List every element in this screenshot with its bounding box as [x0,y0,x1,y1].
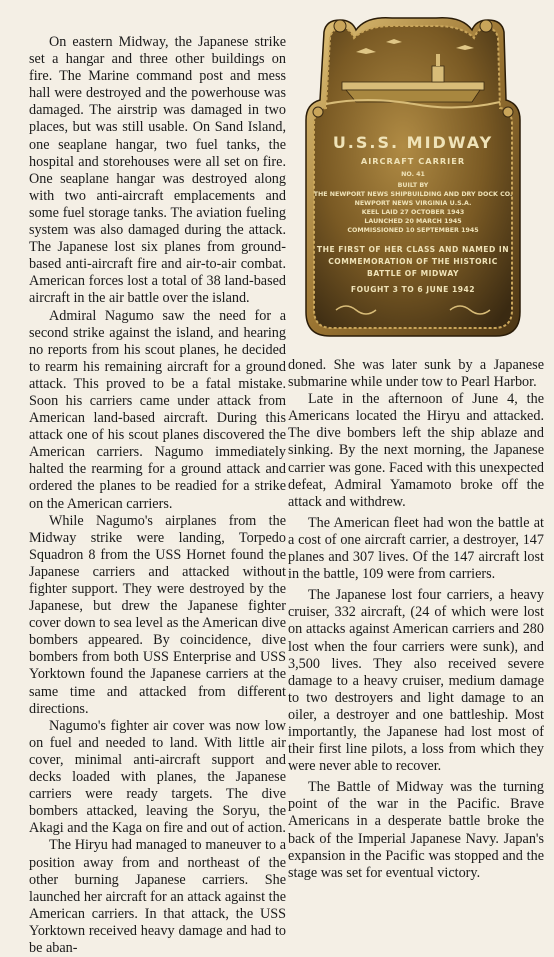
paragraph: On eastern Midway, the Japanese strike set a hangar and three other buildings on fire. The Marine command post and mess hall were destroyed and the powerhouse was damaged. The airstrip was damaged in two places, but was still usable. On Sand Island, one seaplane hangar, two fuel tanks, the hospital and storehouses were all set on fire. One seaplane hangar was destroyed along with two anti-aircraft emplacements and some fuel storage tanks. The aviation fueling system was also damaged during the attack. The Japanese lost six planes from ground-based anti-aircraft fire and air-to-air combat. American forces lost a total of 38 land-based aircraft in the air battle over the island. [29,34,286,307]
plaque-number: NO. 41 [401,171,425,178]
uss-midway-plaque-photo [296,12,530,342]
plaque-line: LAUNCHED 20 MARCH 1945 [364,218,462,225]
paragraph: The Battle of Midway was the turning point of the war in the Pacific. Brave Americans in a desperate battle broke the back of the Imperial Japanese Navy. Japan's expansion in the Pacific was stopped and the stage was set for eventual victory. [288,779,544,881]
paragraph: Admiral Nagumo saw the need for a second strike against the island, and hearing no reports from his scout planes, he decided to rearm his remaining aircraft for a ground attack. This proved to be a fatal mistake. Soon his carriers came under attack from American land-based aircraft. During this attack one of his scout planes discovered the American carriers. Nagumo immediately halted the rearming for a ground attack and ordered the planes to be readied for a strike on the American carriers. [29,307,286,512]
plaque-line: KEEL LAID 27 OCTOBER 1943 [361,209,465,216]
plaque-title: U.S.S. MIDWAY [332,133,494,152]
plaque-line: BUILT BY [397,182,429,189]
plaque-dedication: FOUGHT 3 TO 6 JUNE 1942 [350,285,476,294]
paragraph: The Hiryu had managed to maneuver to a position away from and northeast of the other burning Japanese carriers. She launched her aircraft for an attack against the American carriers. In that attack, the USS Yorktown received heavy damage and had to be aban- [29,837,286,956]
plaque-dedication: BATTLE OF MIDWAY [367,269,459,278]
paragraph: The Japanese lost four carriers, a heavy cruiser, 332 aircraft, (24 of which were lost on attacks against American carriers and 280 lost when the four carriers were sunk), and 3,500 lives. They also received severe damage to a heavy cruiser, medium damage to two destroyers and light damage to an oiler, a destroyer and one battleship. Most importantly, the Japanese had lost most of their first line pilots, a loss from which they were never able to recover. [288,587,544,775]
plaque-dedication: THE FIRST OF HER CLASS AND NAMED IN [316,245,510,254]
right-text-column [288,357,544,882]
plaque-subtitle: AIRCRAFT CARRIER [360,156,466,166]
paragraph: The American fleet had won the battle at a cost of one aircraft carrier, a destroyer, 147 planes and 307 lives. Of the 147 aircraft lost in the battle, 109 were from carriers. [288,514,544,583]
paragraph: Nagumo's fighter air cover was now low on fuel and needed to land. With little air cover, minimal anti-aircraft support and decks loaded with planes, the Japanese carriers were ready targets. The dive bombers attacked, leaving the Soryu, the Akagi and the Kaga on fire and out of action. [29,717,286,837]
plaque-line: COMMISSIONED 10 SEPTEMBER 1945 [347,227,479,234]
paragraph-continuation: doned. She was later sunk by a Japanese submarine while under tow to Pearl Harbor. [288,357,544,391]
left-text-column [29,34,286,957]
plaque-line: THE NEWPORT NEWS SHIPBUILDING AND DRY DOCK CO. [313,191,513,198]
paragraph: While Nagumo's airplanes from the Midway strike were landing, Torpedo Squadron 8 from the USS Hornet found the Japanese carriers and attacked without fighter support. They were destroyed by the Japanese, but drew the Japanese fighter cover down to sea level as the American dive bombers appeared. By coincidence, dive bombers from both USS Enterprise and USS Yorktown found the Japanese carriers at the same time and attacked from different directions. [29,512,286,717]
page-edge-bleed [541,40,554,240]
plaque-dedication: COMMEMORATION OF THE HISTORIC [328,257,498,266]
plaque-line: NEWPORT NEWS VIRGINIA U.S.A. [354,200,472,207]
paragraph: Late in the afternoon of June 4, the Americans located the Hiryu and attacked. The dive bombers left the ship ablaze and sinking. By the next morning, the Japanese carrier was gone. Faced with this unexpected defeat, Admiral Yamamoto broke off the attack and withdrew. [288,391,544,510]
